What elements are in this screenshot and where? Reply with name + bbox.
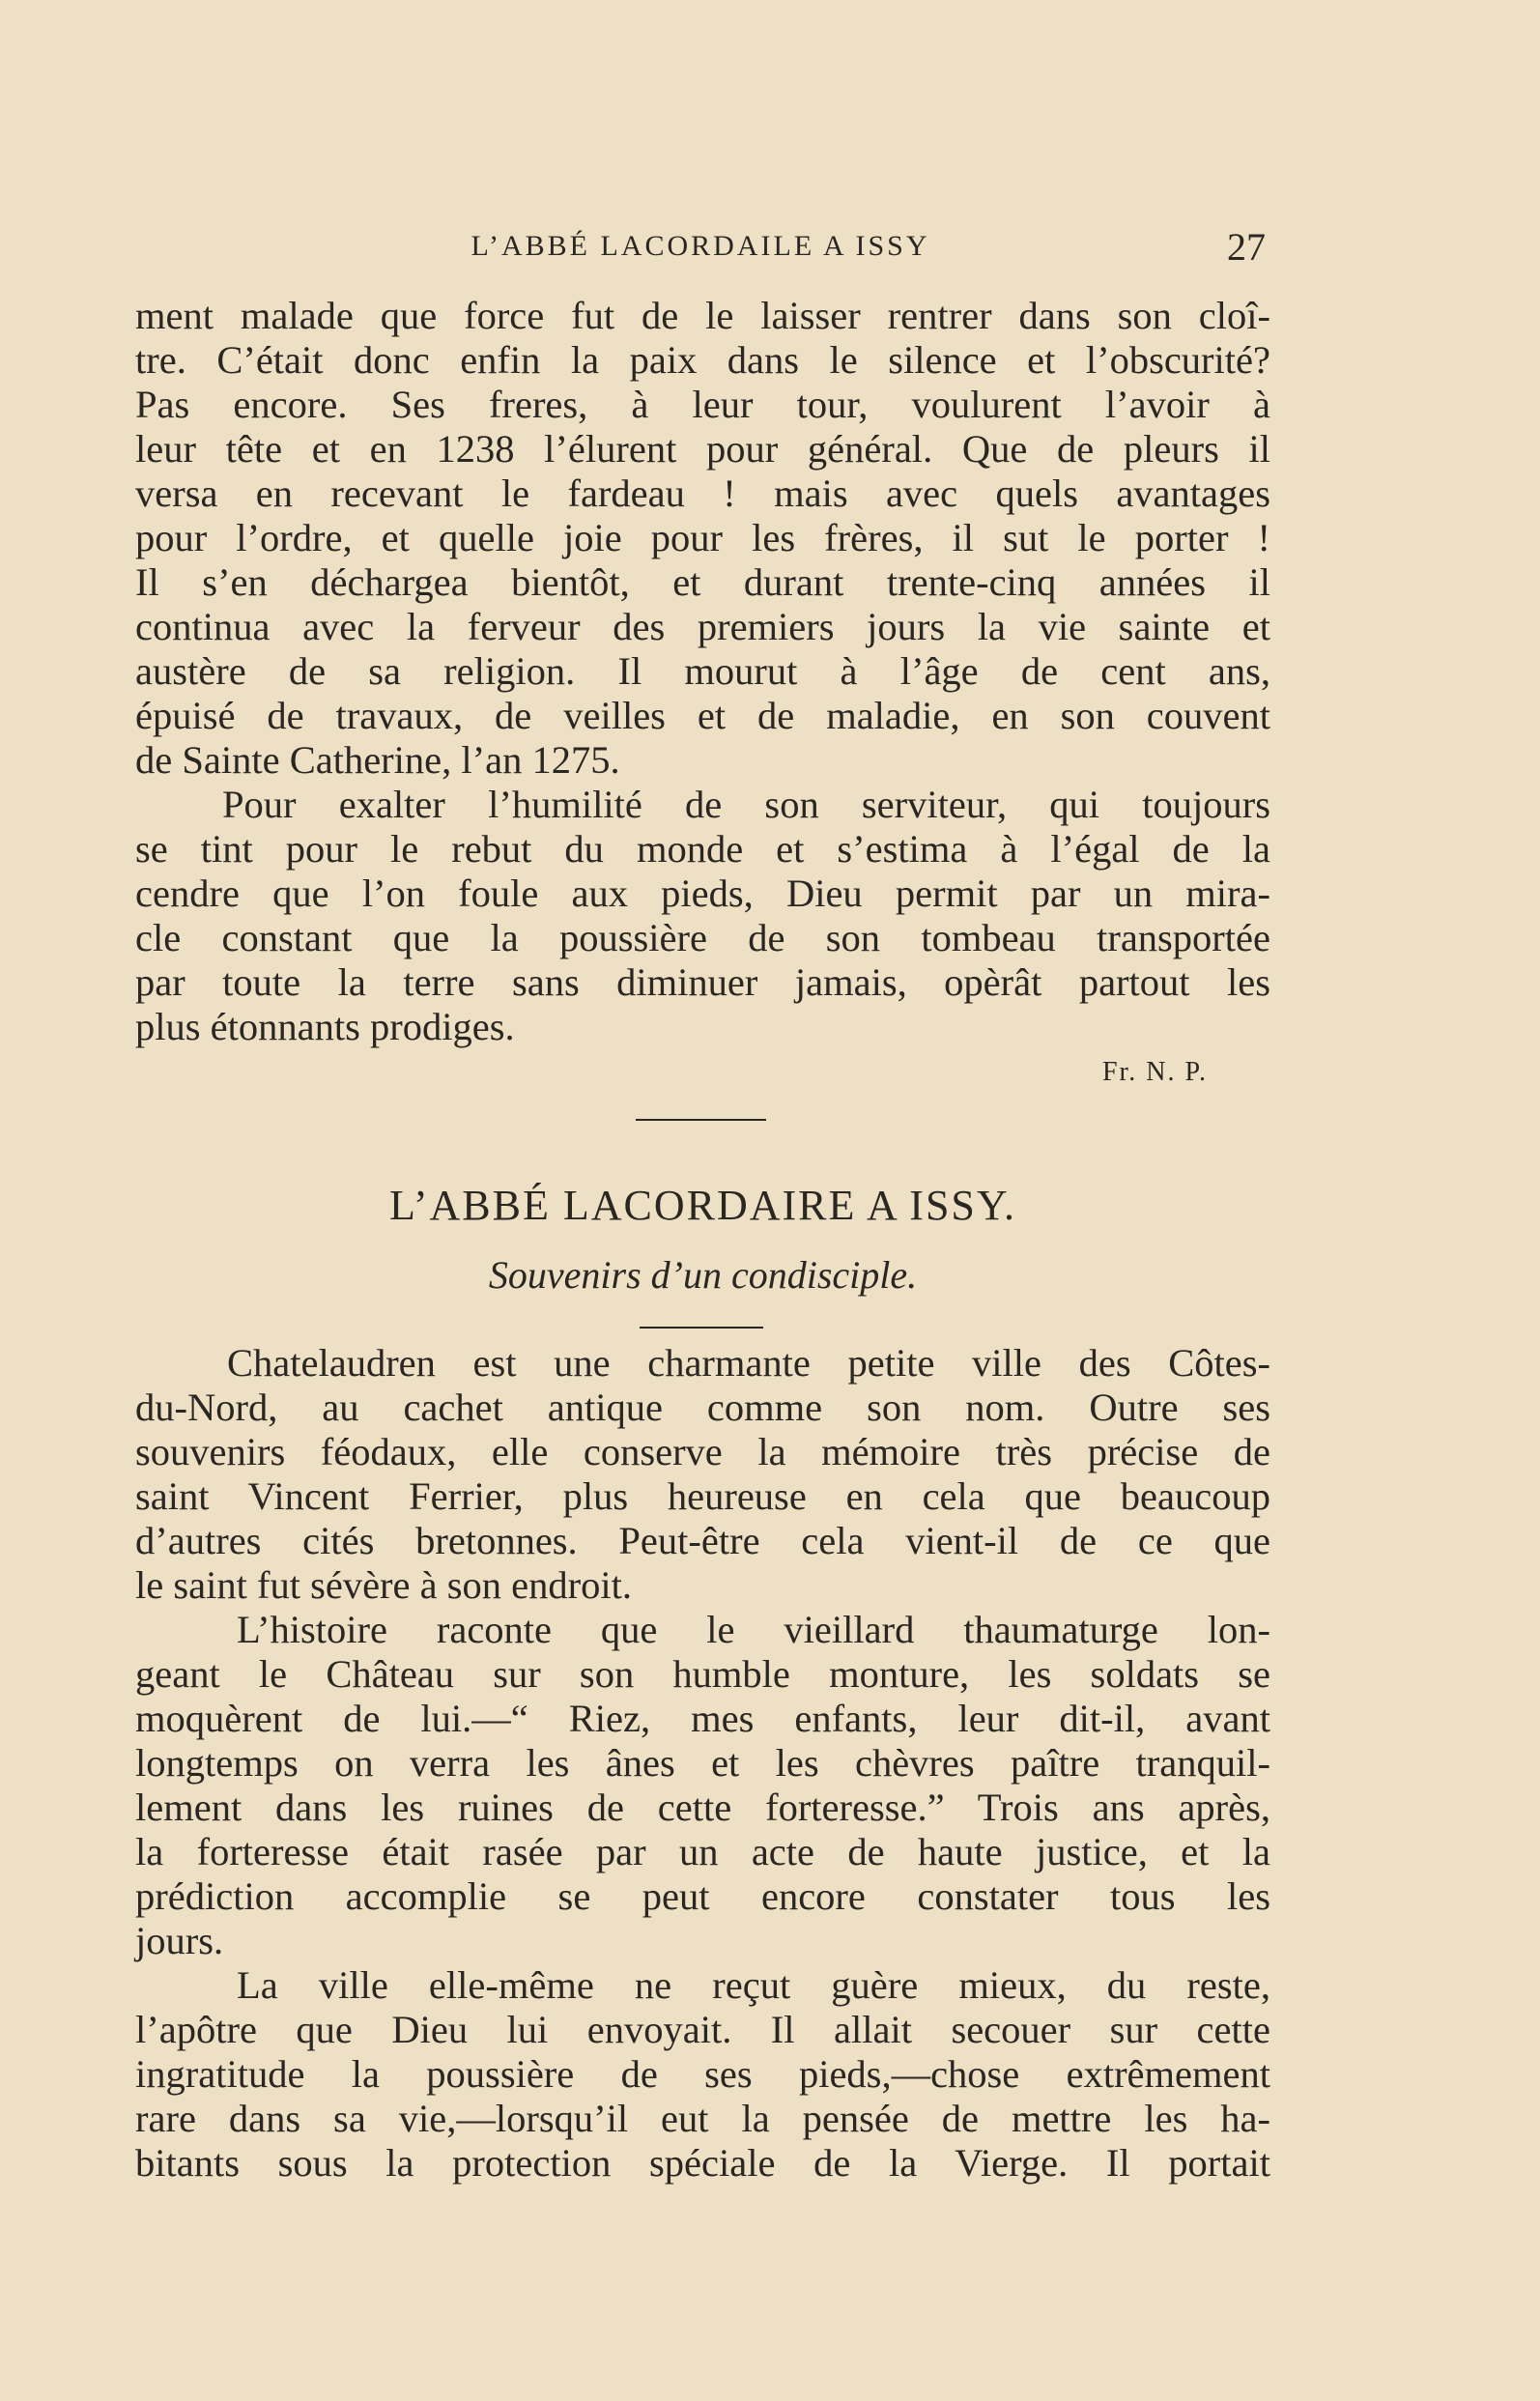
- page-number: 27: [1227, 225, 1266, 269]
- text-line: continua avec la ferveur des premiers jours la vie sainte et: [135, 605, 1270, 648]
- text-line: de Sainte Catherine, l’an 1275.: [135, 738, 620, 782]
- text-line: souvenirs féodaux, elle conserve la mémoire très précise de: [135, 1430, 1270, 1473]
- subtitle-divider: [640, 1327, 763, 1329]
- text-line: du-Nord, au cachet antique comme son nom. Outre ses: [135, 1386, 1270, 1429]
- text-line: par toute la terre sans diminuer jamais, opèrât partout les: [135, 960, 1270, 1004]
- author-signature: Fr. N. P.: [1101, 1057, 1208, 1087]
- text-line: tre. C’était donc enfin la paix dans le silence et l’obscurité?: [135, 338, 1270, 382]
- text-line: le saint fut sévère à son endroit.: [135, 1563, 632, 1607]
- text-line: versa en recevant le fardeau ! mais avec quels avantages: [135, 472, 1270, 515]
- text-line: cle constant que la poussière de son tombeau transportée: [135, 916, 1270, 959]
- text-line: ment malade que force fut de le laisser rentrer dans son cloî-: [135, 294, 1270, 337]
- paragraph-first-line: Chatelaudren est une charmante petite ville des Côtes-: [227, 1341, 1270, 1385]
- text-line: austère de sa religion. Il mourut à l’âge de cent ans,: [135, 649, 1270, 693]
- text-line: moquèrent de lui.—“ Riez, mes enfants, leur dit-il, avant: [135, 1697, 1270, 1740]
- text-line: saint Vincent Ferrier, plus heureuse en cela que beaucoup: [135, 1474, 1270, 1518]
- text-line: prédiction accomplie se peut encore constater tous les: [135, 1874, 1270, 1918]
- text-line: pour l’ordre, et quelle joie pour les frères, il sut le porter !: [135, 516, 1270, 559]
- text-line: l’apôtre que Dieu lui envoyait. Il allait secouer sur cette: [135, 2008, 1270, 2051]
- text-line: geant le Château sur son humble monture, les soldats se: [135, 1652, 1270, 1696]
- section-subtitle: Souvenirs d’un condisciple.: [488, 1253, 918, 1297]
- text-line: Pas encore. Ses freres, à leur tour, voulurent l’avoir à: [135, 383, 1270, 426]
- text-line: jours.: [135, 1919, 224, 1962]
- paragraph-first-line: La ville elle-même ne reçut guère mieux, du reste,: [237, 1963, 1270, 2007]
- running-head: [135, 224, 1266, 272]
- text-line: se tint pour le rebut du monde et s’estima à l’égal de la: [135, 827, 1270, 871]
- text-line: la forteresse était rasée par un acte de haute justice, et la: [135, 1830, 1270, 1873]
- running-title: L’ABBÉ LACORDAILE A ISSY: [471, 230, 930, 262]
- text-line: leur tête et en 1238 l’élurent pour général. Que de pleurs il: [135, 427, 1270, 471]
- text-line: lement dans les ruines de cette forteresse.” Trois ans après,: [135, 1786, 1270, 1829]
- paragraph-first-line: L’histoire raconte que le vieillard thaumaturge lon-: [237, 1608, 1270, 1651]
- text-line: Il s’en déchargea bientôt, et durant trente-cinq années il: [135, 560, 1270, 604]
- text-line: d’autres cités bretonnes. Peut-être cela vient-il de ce que: [135, 1519, 1270, 1562]
- text-line: ingratitude la poussière de ses pieds,—chose extrêmement: [135, 2052, 1270, 2096]
- text-line: plus étonnants prodiges.: [135, 1005, 515, 1048]
- text-line: rare dans sa vie,—lorsqu’il eut la pensée de mettre les ha-: [135, 2097, 1270, 2140]
- section-title: L’ABBÉ LACORDAIRE A ISSY.: [388, 1182, 1016, 1229]
- paragraph-first-line: Pour exalter l’humilité de son serviteur, qui toujours: [222, 783, 1270, 826]
- text-line: longtemps on verra les ânes et les chèvres paître tranquil-: [135, 1741, 1270, 1785]
- text-line: épuisé de travaux, de veilles et de maladie, en son couvent: [135, 694, 1270, 737]
- text-line: bitants sous la protection spéciale de la Vierge. Il portait: [135, 2141, 1270, 2185]
- text-line: cendre que l’on foule aux pieds, Dieu permit par un mira-: [135, 872, 1270, 915]
- section-divider: [636, 1119, 766, 1121]
